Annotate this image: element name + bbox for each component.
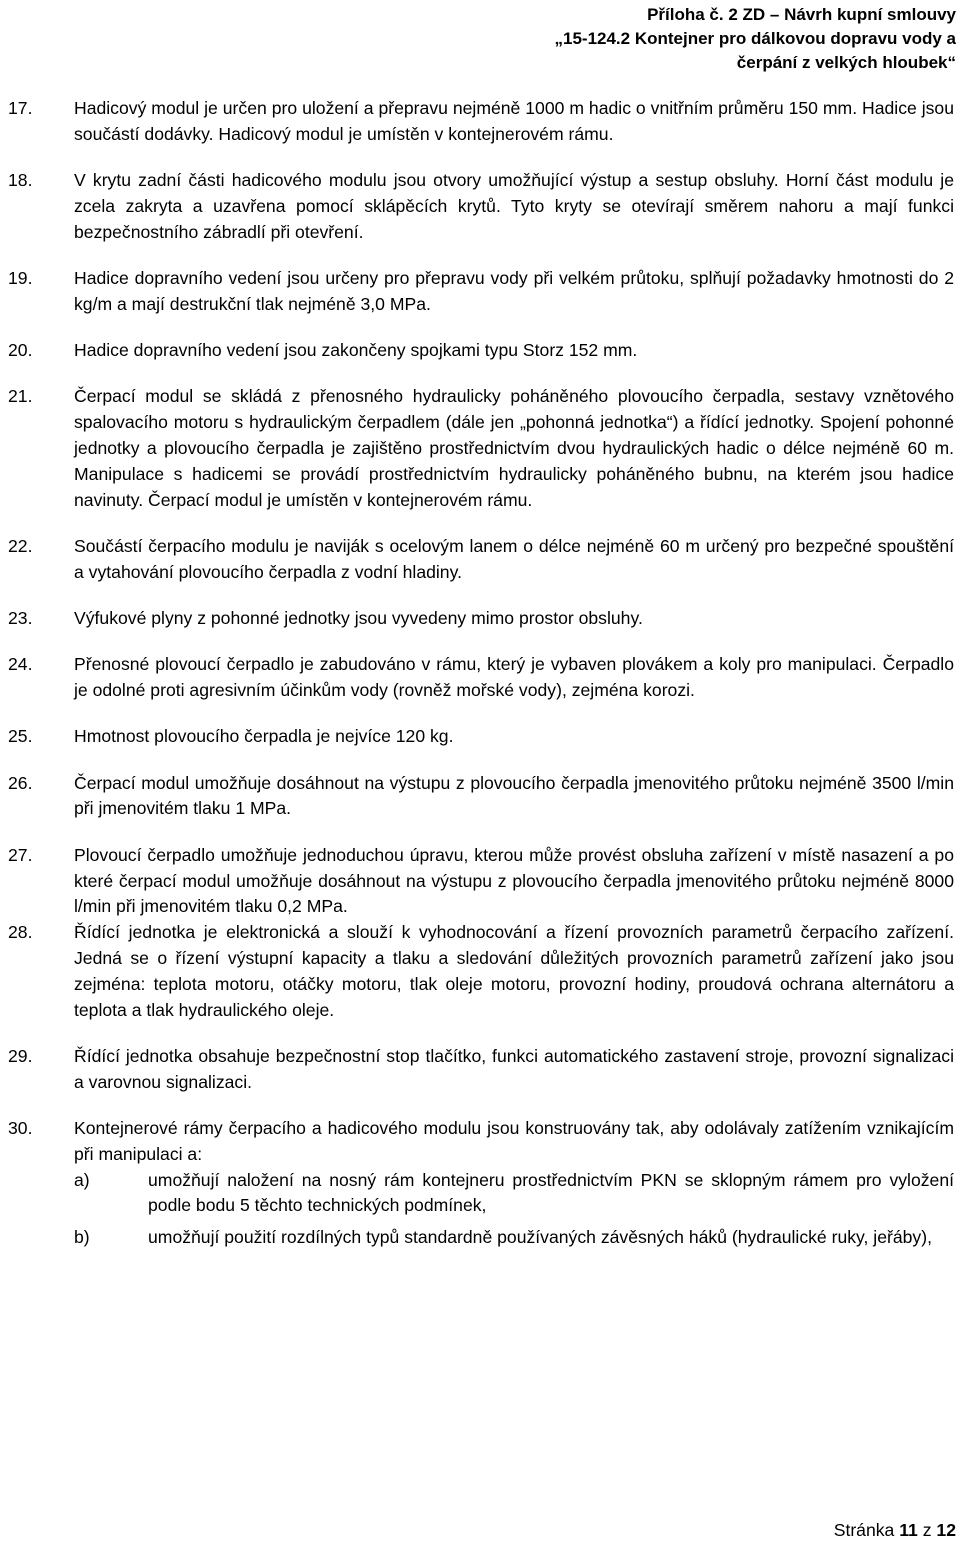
item-number: 27. [8, 844, 33, 865]
list-item-17 [8, 96, 954, 148]
sub-item-label: b) [74, 1227, 90, 1248]
item-number: 17. [8, 98, 33, 118]
list-item-24 [8, 652, 954, 704]
item-text: Hadice dopravního vedení jsou zakončeny spojkami typu Storz 152 mm. [74, 340, 638, 361]
footer-middle: z [917, 1520, 937, 1540]
item-number: 23. [8, 607, 33, 628]
numbered-list [8, 96, 954, 1271]
item-number: 21. [8, 386, 33, 407]
list-item-23 [8, 606, 954, 632]
item-number: 29. [8, 1045, 33, 1066]
page-footer [834, 1520, 956, 1541]
item-text: Řídící jednotka je elektronická a slouží k vyhodnocování a řízení provozních parametrů čerpacího zařízení. Jedná se o řízení výstupní kapacity a tlaku a sledování důležitých provozních parametrů zařízení jako jsou zejména: teplota motoru, otáčky motoru, tlak oleje motoru, provozní hodiny, proudová ochrana alternátoru a teplota a tlak hydraulického oleje. [74, 922, 954, 1020]
footer-page-number: 11 [899, 1520, 918, 1540]
list-item-19 [8, 266, 954, 318]
item-text: Výfukové plyny z pohonné jednotky jsou vyvedeny mimo prostor obsluhy. [74, 607, 643, 628]
item-number: 19. [8, 267, 33, 288]
item-text: Plovoucí čerpadlo umožňuje jednoduchou úpravu, kterou může provést obsluha zařízení v místě nasazení a po které čerpací modul umožňuje dosáhnout na výstupu z plovoucího čerpadla jmenovitého průtoku nejméně 8000 l/min při jmenovitém tlaku 0,2 MPa. [74, 844, 954, 917]
item-number: 25. [8, 726, 33, 747]
sub-item-text: umožňují použití rozdílných typů standardně používaných závěsných háků (hydraulické ruky, jeřáby), [148, 1227, 932, 1248]
list-item-21 [8, 384, 954, 513]
item-text: Součástí čerpacího modulu je naviják s ocelovým lanem o délce nejméně 60 m určený pro bezpečné spouštění a vytahování plovoucího čerpadla z vodní hladiny. [74, 535, 954, 582]
item-text: Kontejnerové rámy čerpacího a hadicového modulu jsou konstruovány tak, aby odolávaly zatížením vznikajícím při manipulaci a: [74, 1117, 954, 1164]
sub-item-b [74, 1225, 954, 1251]
item-text: V krytu zadní části hadicového modulu jsou otvory umožňující výstup a sestup obsluhy. Horní část modulu je zcela zakryta a uzavřena pomocí sklápěcích krytů. Tyto kryty se otevírají směrem nahoru a mají funkci bezpečnostního zábradlí při otevření. [74, 170, 954, 242]
item-number: 22. [8, 535, 33, 556]
sub-item-text: umožňují naložení na nosný rám kontejneru prostřednictvím PKN se sklopným rámem pro vyložení podle bodu 5 těchto technických podmínek, [148, 1169, 954, 1216]
header-line-2: „15-124.2 Kontejner pro dálkovou dopravu vody a [554, 29, 956, 48]
sub-item-a [74, 1168, 954, 1220]
list-item-20 [8, 338, 954, 364]
item-number: 28. [8, 922, 33, 943]
item-text: Řídící jednotka obsahuje bezpečnostní stop tlačítko, funkci automatického zastavení stroje, provozní signalizaci a varovnou signalizaci. [74, 1045, 954, 1092]
header-line-1: Příloha č. 2 ZD – Návrh kupní smlouvy [647, 5, 956, 24]
item-text: Hadice dopravního vedení jsou určeny pro přepravu vody při velkém průtoku, splňují požadavky hmotnosti do 2 kg/m a mají destrukční tlak nejméně 3,0 MPa. [74, 267, 954, 314]
item-text: Čerpací modul se skládá z přenosného hydraulicky poháněného plovoucího čerpadla, sestavy vznětového spalovacího motoru s hydraulickým čerpadlem (dále jen „pohonná jednotka“) a řídící jednotky. Spojení pohonné jednotky a plovoucího čerpadla je zajištěno prostřednictvím dvou hydraulických hadic o délce nejméně 60 m. Manipulace s hadicemi se provádí prostřednictvím hydraulicky poháněného bubnu, na kterém jsou hadice navinuty. Čerpací modul je umístěn v kontejnerovém rámu. [74, 386, 954, 510]
list-item-29 [8, 1044, 954, 1096]
list-item-26 [8, 771, 954, 823]
footer-prefix: Stránka [833, 1520, 900, 1540]
list-item-30 [8, 1116, 954, 1251]
sub-item-label: a) [74, 1169, 90, 1190]
list-item-27 [8, 843, 954, 920]
header-line-3: čerpání z velkých hloubek“ [736, 53, 956, 72]
item-number: 18. [8, 170, 33, 191]
item-number: 26. [8, 772, 33, 793]
item-number: 20. [8, 340, 33, 361]
item-text: Hadicový modul je určen pro uložení a přepravu nejméně 1000 m hadic o vnitřním průměru 150 mm. Hadice jsou součástí dodávky. Hadicový modul je umístěn v kontejnerovém rámu. [74, 98, 954, 144]
item-text: Přenosné plovoucí čerpadlo je zabudováno v rámu, který je vybaven plovákem a koly pro manipulaci. Čerpadlo je odolné proti agresivním účinkům vody (rovněž mořské vody), zejména korozi. [74, 654, 954, 701]
item-text: Čerpací modul umožňuje dosáhnout na výstupu z plovoucího čerpadla jmenovitého průtoku nejméně 3500 l/min při jmenovitém tlaku 1 MPa. [74, 772, 954, 819]
document-header [416, 3, 956, 75]
list-item-18 [8, 168, 954, 245]
item-number: 24. [8, 654, 33, 675]
list-item-22 [8, 534, 954, 586]
list-item-28 [8, 920, 954, 1023]
item-number: 30. [8, 1117, 33, 1138]
item-text: Hmotnost plovoucího čerpadla je nejvíce 120 kg. [74, 726, 454, 747]
list-item-25 [8, 724, 954, 750]
footer-page-total: 12 [936, 1520, 956, 1540]
